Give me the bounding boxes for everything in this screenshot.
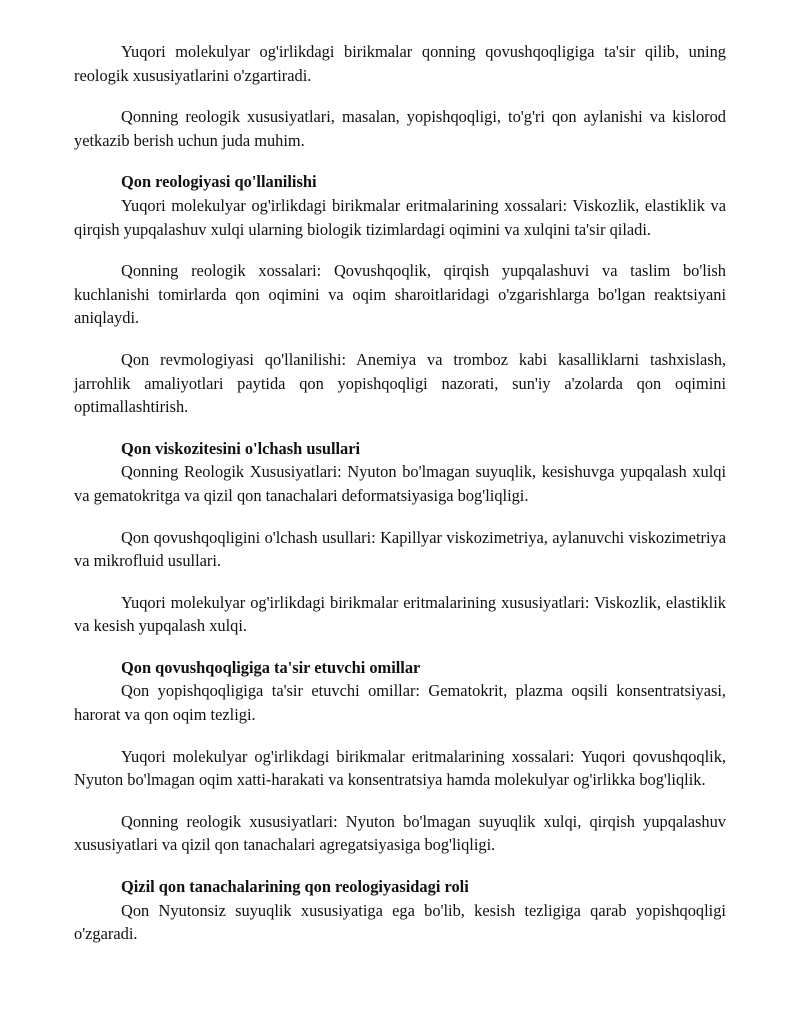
section-heading: Qon reologiyasi qo'llanilishi [121,172,317,192]
paragraph: Qon revmologiyasi qo'llanilishi: Anemiya va tromboz kabi kasalliklarni tashxislash, jarrohlik amaliyotlari paytida qon yopishqoqligi nazorati, sun'iy a'zolarda qon oqimini optimallashtirish. [74,349,726,417]
section-heading: Qizil qon tanachalarining qon reologiyasidagi roli [121,877,469,897]
section-heading: Qon qovushqoqligiga ta'sir etuvchi omillar [121,657,421,677]
paragraph: Yuqori molekulyar og'irlikdagi birikmalar eritmalarining xossalari: Viskozlik, elastiklik va qirqish yupqalashuv xulqi ularning biologik tizimlardagi oqimini va xulqini ta'sir qiladi. [74,195,726,239]
paragraph: Qon yopishqoqligiga ta'sir etuvchi omillar: Gematokrit, plazma oqsili konsentratsiyasi, harorat va qon oqim tezligi. [74,681,726,725]
paragraph: Qonning reologik xususiyatlari, masalan, yopishqoqligi, to'g'ri qon aylanishi va kislorod yetkazib berish uchun juda muhim. [74,107,726,150]
paragraph: Qonning reologik xossalari: Qovushqoqlik, qirqish yupqalashuvi va taslim bo'lish kuchlanishi tomirlarda qon oqimini va oqim sharoitlaridagi o'zgarishlarga bo'lgan reaktsiyani aniqlaydi. [74,261,726,328]
paragraph: Yuqori molekulyar og'irlikdagi birikmalar eritmalarining xossalari: Yuqori qovushqoqlik, Nyuton bo'lmagan oqim xatti-harakati va konsentratsiya hamda molekulyar og'irlikka bog'liqlik. [74,746,726,790]
paragraph: Qon qovushqoqligini o'lchash usullari: Kapillyar viskozimetriya, aylanuvchi viskozimetriya va mikrofluid usullari. [74,527,726,571]
document-page [74,40,726,946]
paragraph: Yuqori molekulyar og'irlikdagi birikmalar qonning qovushqoqligiga ta'sir qilib, uning reologik xususiyatlarini o'zgartiradi. [74,42,726,85]
paragraph: Qon Nyutonsiz suyuqlik xususiyatiga ega bo'lib, kesish tezligiga qarab yopishqoqligi o'zgaradi. [74,900,726,944]
paragraph: Qonning Reologik Xususiyatlari: Nyuton bo'lmagan suyuqlik, kesishuvga yupqalash xulqi va gematokritga va qizil qon tanachalari deformatsiyasiga bog'liqligi. [74,462,726,505]
section-heading: Qon viskozitesini o'lchash usullari [121,438,361,458]
paragraph: Qonning reologik xususiyatlari: Nyuton bo'lmagan suyuqlik xulqi, qirqish yupqalashuv xususiyatlari va qizil qon tanachalari agregatsiyasiga bog'liqligi. [74,811,726,855]
paragraph: Yuqori molekulyar og'irlikdagi birikmalar eritmalarining xususiyatlari: Viskozlik, elastiklik va kesish yupqalash xulqi. [74,592,726,636]
